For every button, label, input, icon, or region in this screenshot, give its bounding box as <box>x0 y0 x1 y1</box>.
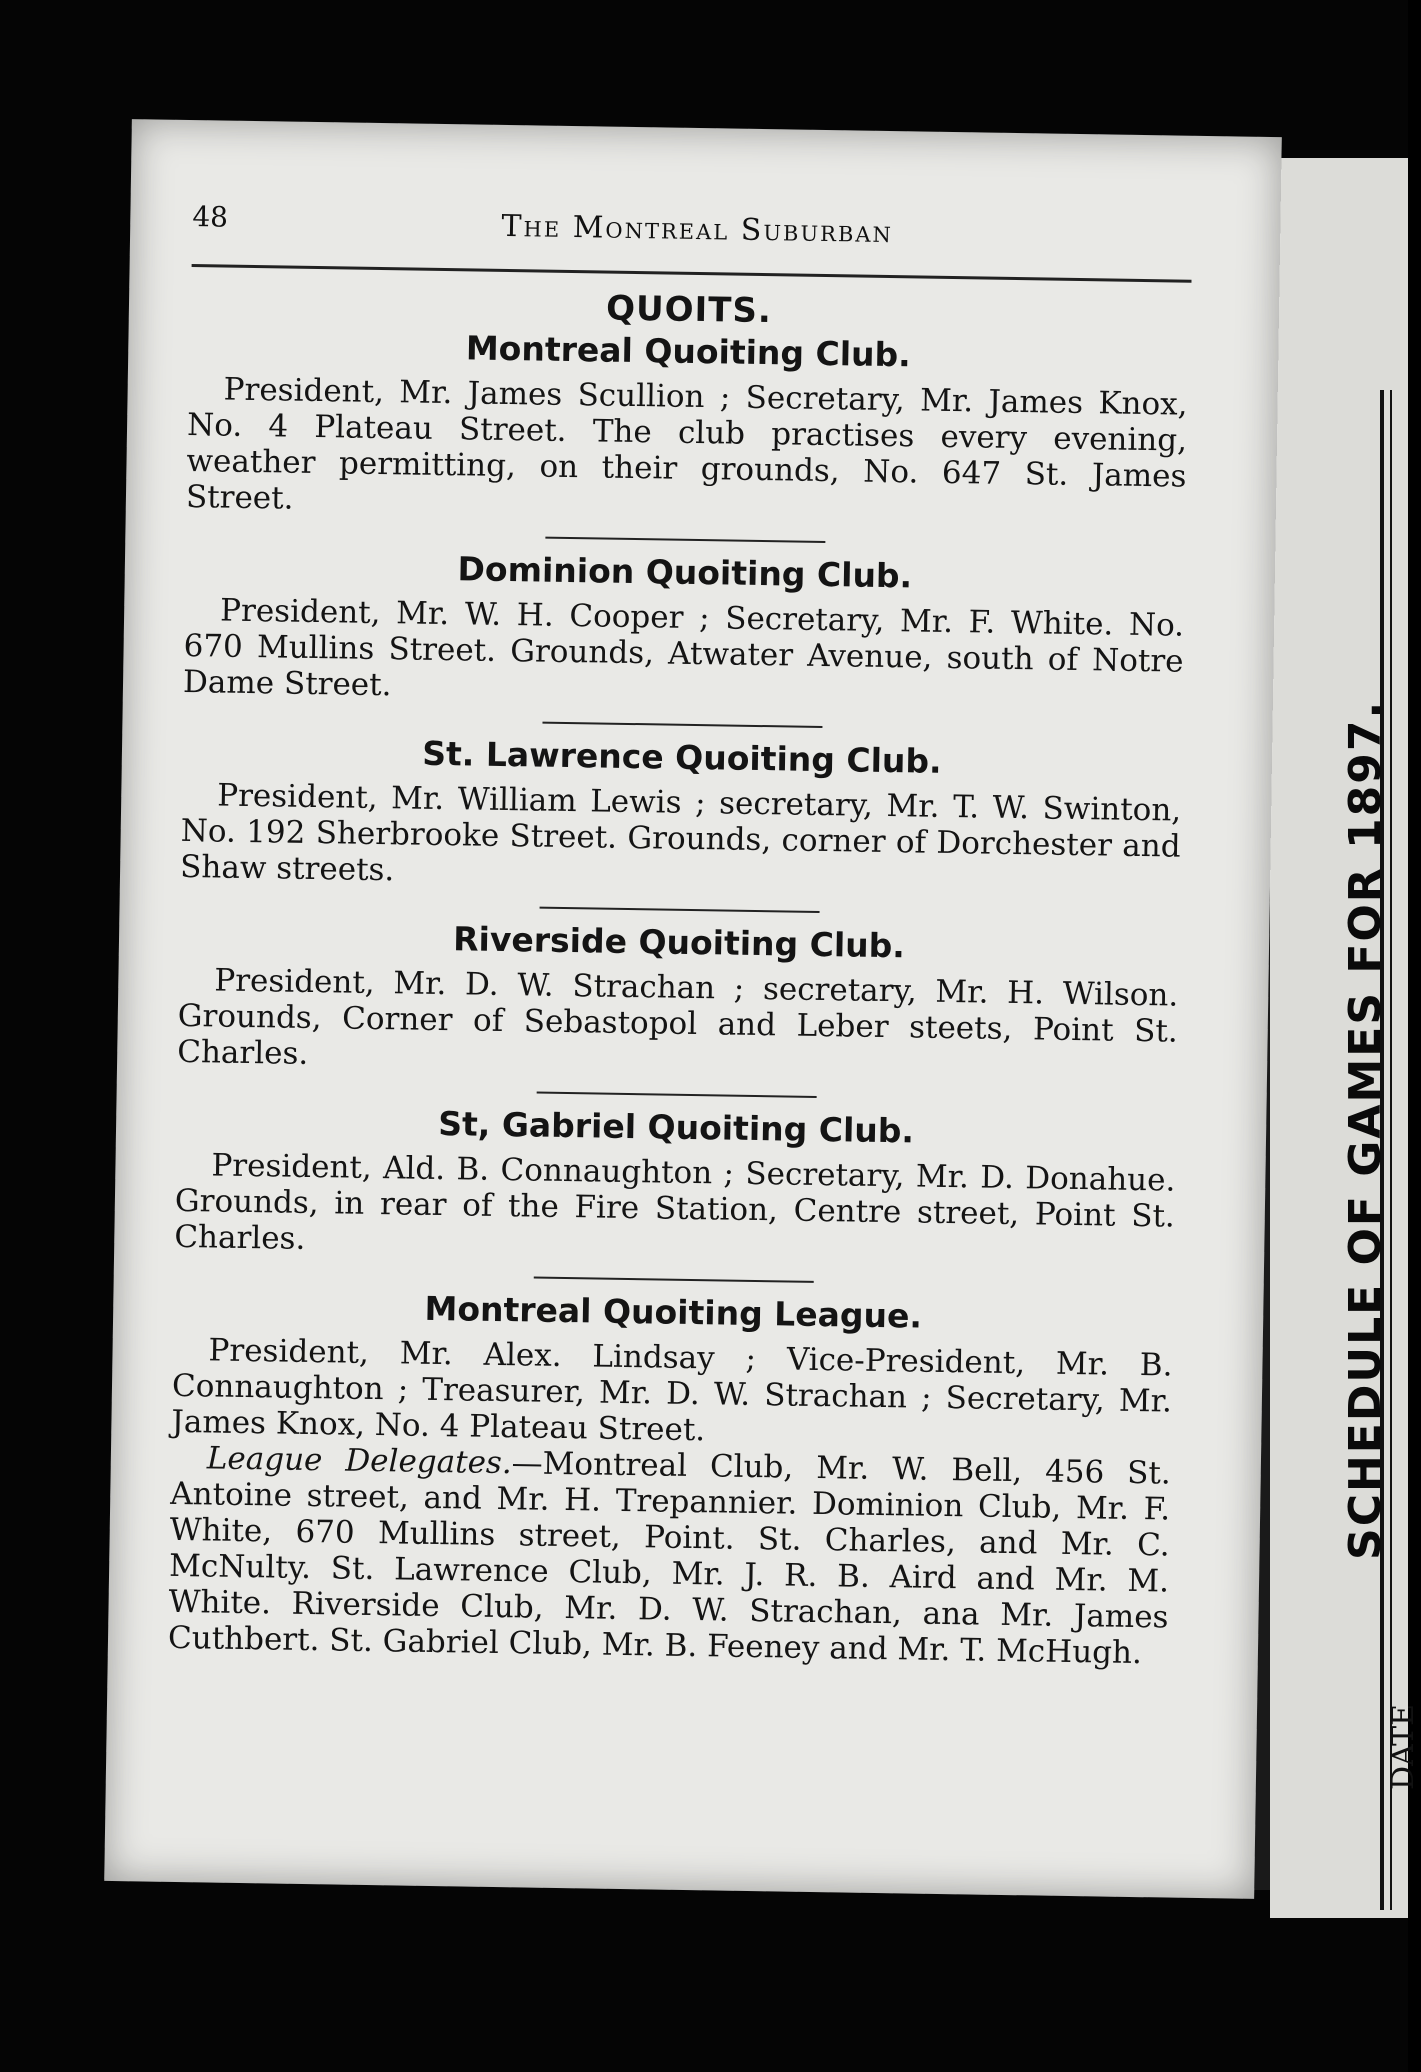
club-description: President, Mr. W. H. Cooper ; Secretary, Mr. F. White. No. 670 Mullins Street. Grounds, Atwater Avenue, south of Notre Dame Street. <box>182 592 1185 704</box>
club-description: President, Mr. James Scullion ; Secretary, Mr. James Knox, No. 4 Plateau Street. The club practises every evening, weather permitting, on their grounds, No. 647 St. James Street. <box>185 371 1188 517</box>
header-rule <box>192 264 1192 283</box>
separator <box>540 907 820 913</box>
club-description: President, Mr. William Lewis ; secretary, Mr. T. W. Swinton, No. 192 Sherbrooke Street. Grounds, corner of Dorchester and Shaw streets. <box>179 777 1182 889</box>
club-description: President, Mr. D. W. Strachan ; secretary, Mr. H. Wilson. Grounds, Corner of Sebastopol and Leber steets, Point St. Charles. <box>176 962 1179 1072</box>
club-title: St. Lawrence Quoiting Club. <box>422 733 942 781</box>
page-content <box>168 282 1189 1672</box>
separator <box>545 537 825 543</box>
league-delegates <box>168 1440 1171 1672</box>
club-entry <box>183 545 1185 716</box>
club-entry <box>177 915 1179 1086</box>
separator <box>534 1277 814 1283</box>
club-title: Riverside Quoiting Club. <box>452 919 906 966</box>
club-entry <box>174 1100 1176 1271</box>
facing-page-date-label: DATE <box>1386 1704 1421 1790</box>
section-title: QUOITS. <box>605 288 773 332</box>
club-title: St, Gabriel Quoiting Club. <box>438 1104 915 1151</box>
page-number: 48 <box>192 200 229 234</box>
delegates-label: League Delegates. <box>206 1440 512 1482</box>
book-page <box>104 119 1282 1899</box>
club-title: Montreal Quoiting Club. <box>465 328 912 375</box>
separator <box>542 722 822 728</box>
page-header <box>192 200 1203 266</box>
facing-page-title: SCHEDULE OF GAMES FOR 1897. <box>1340 699 1391 1560</box>
league-description: President, Mr. Alex. Lindsay ; Vice-President, Mr. B. Connaughton ; Treasurer, Mr. D. W. Strachan ; Secretary, Mr. James Knox, No. 4 Plateau Street. <box>171 1332 1173 1449</box>
separator <box>537 1092 817 1098</box>
club-entry <box>180 730 1182 901</box>
league-entry <box>168 1285 1174 1672</box>
club-description: President, Ald. B. Connaughton ; Secretary, Mr. D. Donahue. Grounds, in rear of the Fire Station, Centre street, Point St. Charles. <box>174 1147 1176 1257</box>
club-title: Dominion Quoiting Club. <box>457 549 913 596</box>
club-entry <box>186 324 1189 531</box>
delegates-text: —Montreal Club, Mr. W. Bell, 456 St. Antoine street, and Mr. H. Trepannier. Dominion Club, Mr. F. White, 670 Mullins street, Point. St. Charles, and Mr. C. McNulty. St. Lawrence Club, Mr. J. R. B. Aird and Mr. M. White. Riverside Club, Mr. D. W. Strachan, ana Mr. James Cuthbert. St. Gabriel Club, Mr. B. Feeney and Mr. T. McHugh. <box>167 1445 1172 1672</box>
running-title: The Montreal Suburban <box>501 208 894 251</box>
league-title: Montreal Quoiting League. <box>424 1288 923 1336</box>
